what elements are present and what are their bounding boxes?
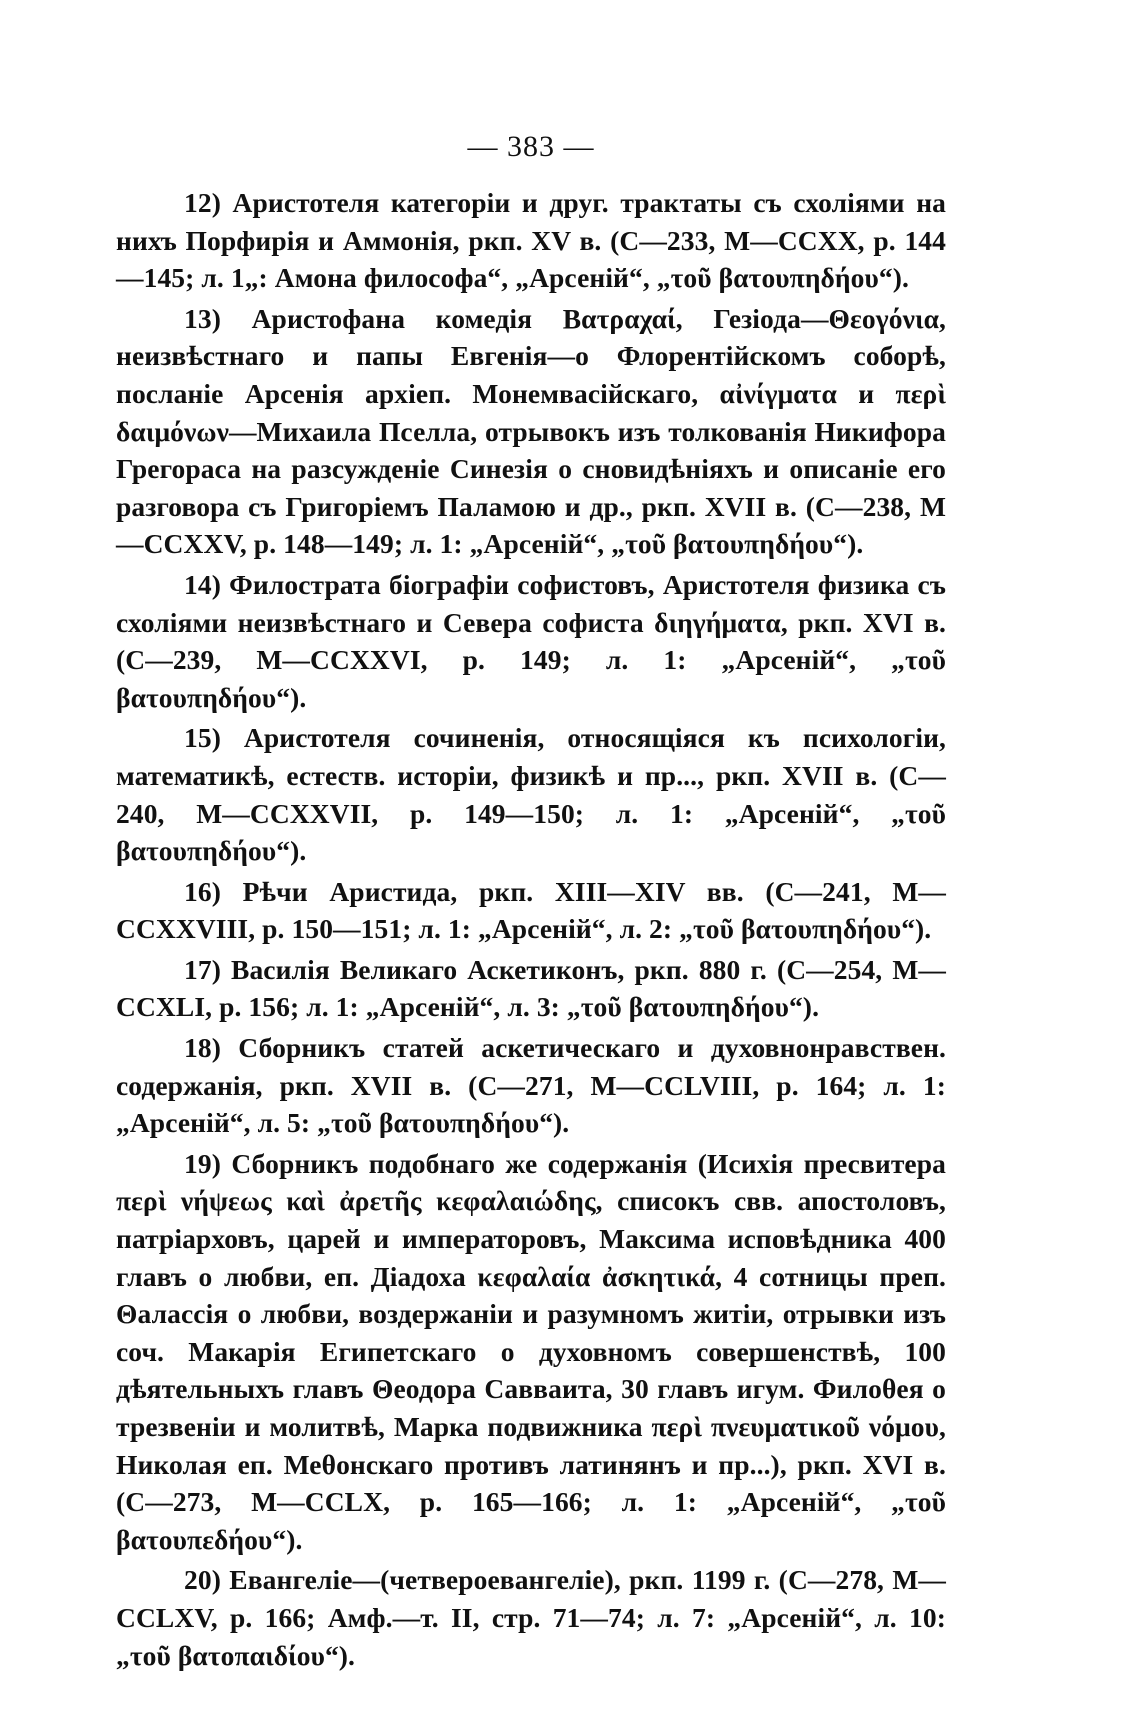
catalog-entry-19: 19) Сборникъ подобнаго же содержанiя (Исихiя пресвитера περὶ νήψεως καὶ ἀρετῆς κεφαλαιώδης, списокъ свв. апостоловъ, патрiарховъ, царей и императоровъ, Максима исповѣдника 400 главъ о любви, еп. Дiадоха κεφαλαία ἀσκητικά, 4 сотницы преп. Θалассiя о любви, воздержанiи и разумномъ житiи, отрывки изъ соч. Макарiя Египетскаго о духовномъ совершенствѣ, 100 дѣятельныхъ главъ Θеодора Савваита, 30 главъ игум. Филоθея о трезвенiи и молитвѣ, Марка подвижника περὶ πνευματικοῦ νόμου, Николая еп. Меθонскаго противъ латинянъ и пр...), ркп. XVI в. (С—273, М—CCLX, р. 165—166; л. 1: „Арсенiй“, „τοῦ βατουπεδήου“). [116, 1147, 946, 1555]
catalog-entry-14: 14) Филострата бiографiи софистовъ, Аристотеля физика съ схолiями неизвѣстнаго и Севера софиста διηγήματα, ркп. XVI в. (С—239, М—CCXXVI, р. 149; л. 1: „Арсенiй“, „τοῦ βατουπηδήου“). [116, 568, 946, 713]
catalog-entry-20: 20) Евангелiе—(четвероевангелiе), ркп. 1199 г. (С—278, М—CCLXV, р. 166; Амф.—т. II, стр. 71—74; л. 7: „Арсенiй“, л. 10: „τοῦ βατοπαιδίου“). [116, 1564, 946, 1671]
catalog-entry-17: 17) Василiя Великаго Аскетиконъ, ркп. 880 г. (С—254, М—CCXLI, р. 156; л. 1: „Арсенiй“, л. 3: „τοῦ βατουπηδήου“). [116, 953, 946, 1023]
page-number: — 383 — [467, 130, 595, 163]
catalog-entry-12: 12) Аристотеля категорiи и друг. трактаты съ схолiями на нихъ Порфирiя и Аммонiя, ркп. XV в. (С—233, М—CCXX, р. 144—145; л. 1„: Амона философа“, „Арсенiй“, „τοῦ βατουπηδήου“). [116, 187, 946, 294]
catalog-entry-15: 15) Аристотеля сочиненiя, относящiяся къ психологiи, математикѣ, естеств. исторiи, физикѣ и пр..., ркп. XVII в. (С—240, М—CCXXVII, р. 149—150; л. 1: „Арсенiй“, „τοῦ βατουπηδήου“). [116, 722, 946, 867]
catalog-entry-13: 13) Аристофана комедiя Βατραχαί, Гезiода—Θεογόνια, неизвѣстнаго и папы Евгенiя—о Флорентiйскомъ соборѣ, посланiе Арсенiя архiеп. Монемвасiйскаго, αἰνίγματα и περὶ δαιμόνων—Михаила Пселла, отрывокъ изъ толкованiя Никифора Грегораса на разсужденiе Синезiя о сновидѣнiяхъ и описанiе его разговора съ Григорiемъ Паламою и др., ркп. XVII в. (С—238, М—CCXXV, р. 148—149; л. 1: „Арсенiй“, „τοῦ βατουπηδήου“). [116, 302, 946, 560]
catalog-entry-18: 18) Сборникъ статей аскетическаго и духовнонравствен. содержанiя, ркп. XVII в. (С—271, М—CCLVIII, р. 164; л. 1: „Арсенiй“, л. 5: „τοῦ βατουπηδήου“). [116, 1032, 946, 1139]
catalog-entries [116, 184, 946, 1677]
catalog-entry-16: 16) Рѣчи Аристида, ркп. XIII—XIV вв. (С—241, М—CCXXVIII, р. 150—151; л. 1: „Арсенiй“, л. 2: „τοῦ βατουπηδήου“). [116, 875, 946, 945]
